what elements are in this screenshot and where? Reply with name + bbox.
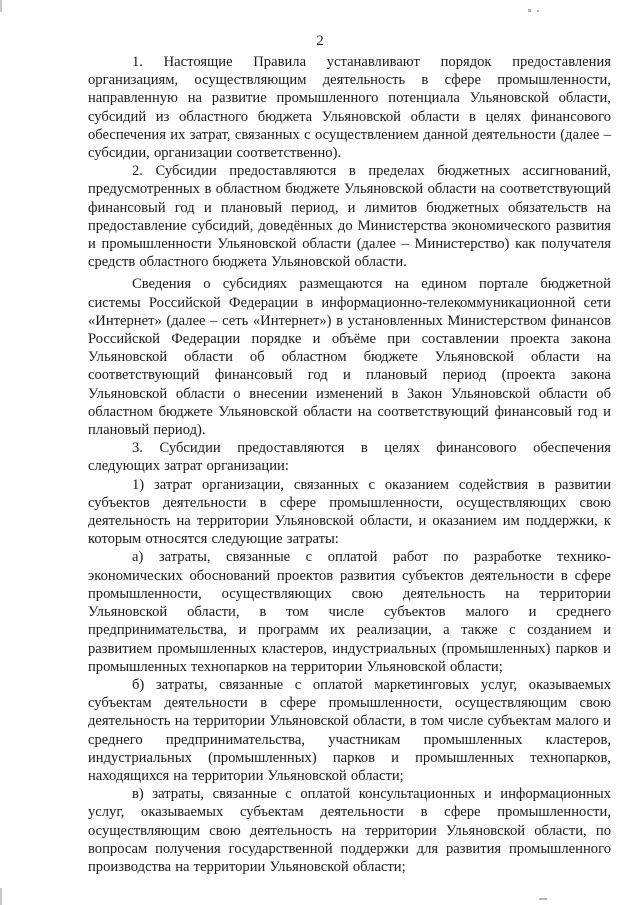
scan-speck-top-right xyxy=(528,9,531,12)
paragraph-6: а) затраты, связанные с оплатой работ по разработке технико-экономических обоснований проектов развития субъектов деятельности в сфере промышленности, осуществляющих свою деятельность на территории Ульяновской области, в том числе субъектов малого и среднего предпринимательства, и программ их реализации, а также с созданием и развитием промышленных кластеров, индустриальных (промышленных) парков и промышленных технопарков на территории Ульяновской области; xyxy=(88,549,611,675)
paragraph-3: Сведения о субсидиях размещаются на едином портале бюджетной системы Российской Федерации в информационно-телекоммуникационной сети «Интернет» (далее – сеть «Интернет») в установленных Министерством финансов Российской Федерации порядке и объёме при составлении проекта закона Ульяновской области об областном бюджете Ульяновской области на соответствующий финансовый год и плановый период (проекта закона Ульяновской области о внесении изменений в Закон Ульяновской области об областном бюджете Ульяновской области на соответствующий финансовый год и плановый период). xyxy=(88,276,611,439)
paragraph-7: б) затраты, связанные с оплатой маркетинговых услуг, оказываемых субъектам деятельности в сфере промышленности, осуществляющим свою деятельность на территории Ульяновской области, в том числе субъектам малого и среднего предпринимательства, участникам промышленных кластеров, индустриальных (промышленных) парков и промышленных технопарков, находящихся на территории Ульяновской области; xyxy=(88,676,611,784)
document-body xyxy=(88,53,611,876)
scan-speck-bottom-right xyxy=(539,898,547,900)
scan-speck-top-right-2 xyxy=(537,10,539,12)
paragraph-2: 2. Субсидии предоставляются в пределах бюджетных ассигнований, предусмотренных в областном бюджете Ульяновской области на соответствующий финансовый год и плановый период, и лимитов бюджетных обязательств на предоставление субсидий, доведённых до Министерства экономического развития и промышленности Ульяновской области (далее – Министерство) как получателя средств областного бюджета Ульяновской области. xyxy=(88,163,611,271)
page-number: 2 xyxy=(316,33,324,49)
paragraph-8: в) затраты, связанные с оплатой консультационных и информационных услуг, оказываемых субъектам деятельности в сфере промышленности, осуществляющим свою деятельность на территории Ульяновской области, по вопросам получения государственной поддержки для развития промышленного производства на территории Ульяновской области; xyxy=(88,786,611,875)
scan-mark-top-left xyxy=(0,0,2,12)
scan-mark-bottom-left xyxy=(0,888,2,905)
paragraph-5: 1) затрат организации, связанных с оказанием содействия в развитии субъектов деятельности в сфере промышленности, осуществляющих свою деятельность на территории Ульяновской области, и оказанием им поддержки, к которым относятся следующие затраты: xyxy=(88,476,611,548)
paragraph-4: 3. Субсидии предоставляются в целях финансового обеспечения следующих затрат организации: xyxy=(88,440,611,475)
paragraph-1: 1. Настоящие Правила устанавливают порядок предоставления организациям, осуществляющим деятельность в сфере промышленности, направленную на развитие промышленного потенциала Ульяновской области, субсидий из областного бюджета Ульяновской области в целях финансового обеспечения их затрат, связанных с осуществлением данной деятельности (далее – субсидии, организации соответственно). xyxy=(88,54,611,162)
